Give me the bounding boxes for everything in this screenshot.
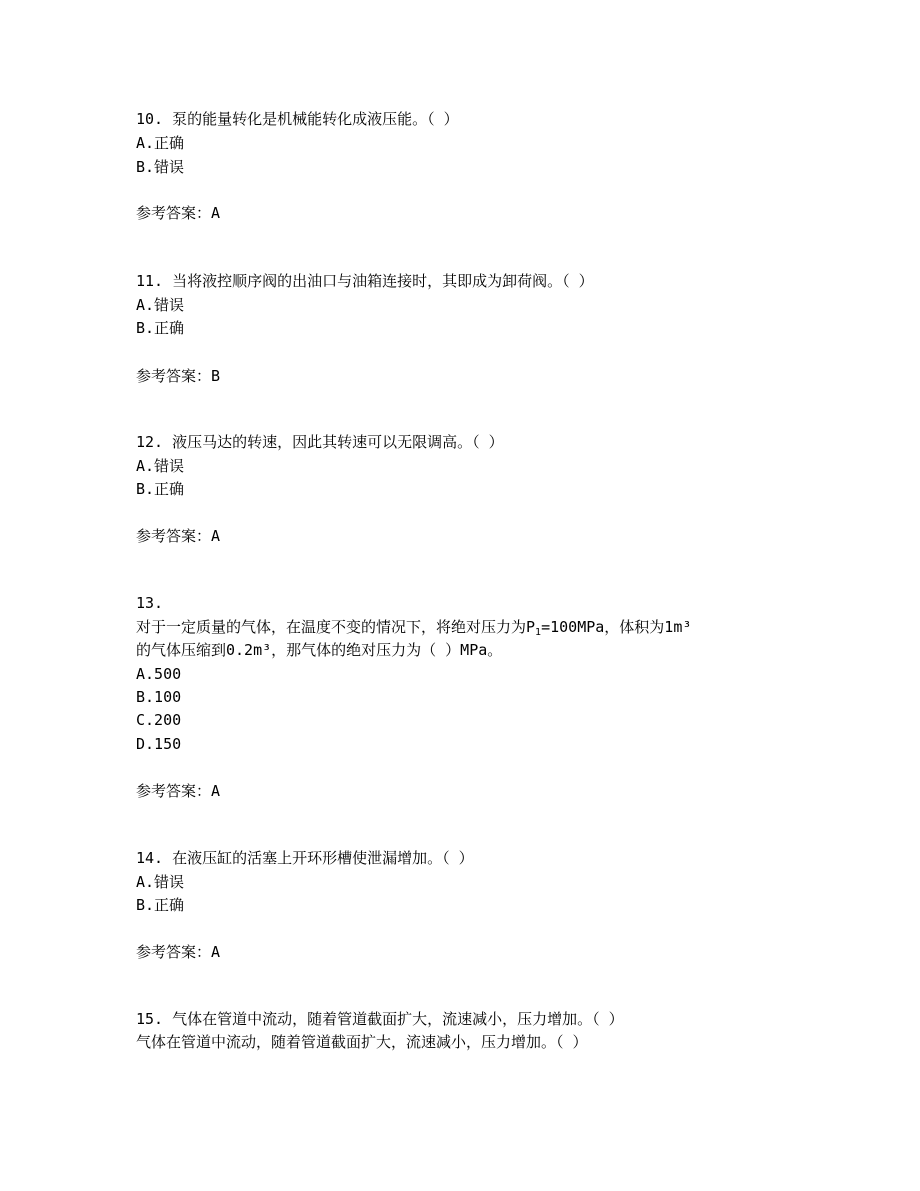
question-11-stem: 11. 当将液控顺序阀的出油口与油箱连接时，其即成为卸荷阀。（ ） [136,272,594,290]
question-13-stem-line1-a: 对于一定质量的气体，在温度不变的情况下，将绝对压力为P [136,618,536,636]
question-13-answer: 参考答案：A [136,782,221,800]
question-10-answer: 参考答案：A [136,204,221,222]
question-13-number: 13. [136,594,164,612]
question-14-option-a: A.错误 [136,873,185,891]
question-12-option-a: A.错误 [136,457,185,475]
question-13-stem-line1-b: =100MPa，体积为1m³ [541,618,692,636]
question-11-option-a: A.错误 [136,296,185,314]
question-14-option-b: B.正确 [136,896,185,914]
question-11-option-b: B.正确 [136,319,185,337]
question-13-stem-line1 [136,618,691,636]
question-15-stem: 15. 气体在管道中流动，随着管道截面扩大，流速减小，压力增加。（ ） [136,1010,624,1028]
question-10-option-a: A.正确 [136,134,185,152]
question-11-answer: 参考答案：B [136,367,221,385]
question-13-option-d: D.150 [136,735,182,753]
question-13-option-a: A.500 [136,665,182,683]
question-14-stem: 14. 在液压缸的活塞上开环形槽使泄漏增加。（ ） [136,849,474,867]
question-13-option-c: C.200 [136,711,182,729]
question-13-option-b: B.100 [136,688,182,706]
question-12-stem: 12. 液压马达的转速，因此其转速可以无限调高。（ ） [136,433,504,451]
question-12-answer: 参考答案：A [136,527,221,545]
question-12-option-b: B.正确 [136,480,185,498]
question-14-answer: 参考答案：A [136,943,221,961]
question-13-stem-line2: 的气体压缩到0.2m³，那气体的绝对压力为（ ）MPa。 [136,641,503,659]
question-13-subscript: 1 [535,627,542,638]
question-10-option-b: B.错误 [136,158,185,176]
question-10-stem: 10. 泵的能量转化是机械能转化成液压能。（ ） [136,110,459,128]
question-15-stem-repeat: 气体在管道中流动，随着管道截面扩大，流速减小，压力增加。（ ） [136,1033,588,1051]
